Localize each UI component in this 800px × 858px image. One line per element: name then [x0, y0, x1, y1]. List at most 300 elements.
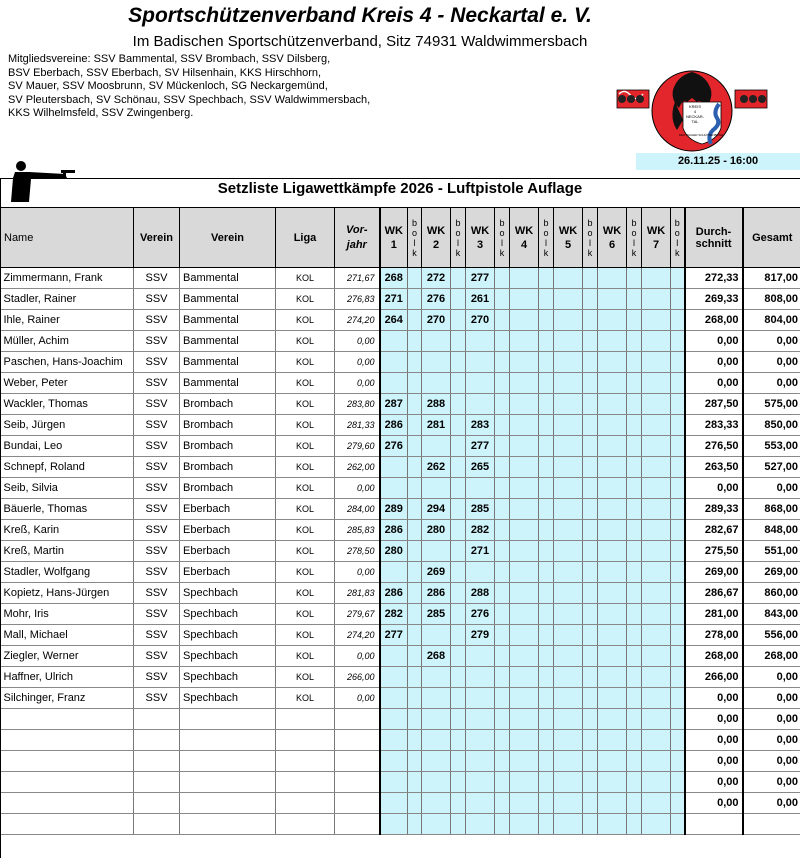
cell-bolk-4 — [539, 793, 554, 814]
cell-wk-4 — [510, 436, 539, 457]
cell-bolk-7 — [671, 310, 685, 331]
date-stamp: 26.11.25 - 16:00 — [636, 153, 800, 170]
cell-liga: KOL — [276, 352, 335, 373]
table-row — [1, 457, 800, 478]
cell-gesamt: 551,00 — [743, 541, 800, 562]
cell-gesamt: 0,00 — [743, 751, 800, 772]
header-text: WK — [471, 225, 489, 237]
cell-verein: Eberbach — [180, 541, 276, 562]
cell-gesamt: 817,00 — [743, 268, 800, 289]
cell-wk-6 — [598, 814, 627, 835]
cell-wk-1: 289 — [380, 499, 408, 520]
cell-vorjahr: 283,80 — [335, 394, 380, 415]
cell-bolk-1 — [408, 751, 422, 772]
cell-gesamt: 269,00 — [743, 562, 800, 583]
cell-name — [1, 772, 134, 793]
cell-vorjahr: 0,00 — [335, 646, 380, 667]
header-text: o — [412, 228, 417, 238]
header-vorjahr — [335, 208, 380, 268]
cell-wk-2 — [422, 814, 451, 835]
cell-wk-4 — [510, 709, 539, 730]
cell-wk-3: 277 — [466, 436, 495, 457]
cell-verein-short: SSV — [134, 289, 180, 310]
cell-wk-7 — [642, 394, 671, 415]
member-clubs-line: BSV Eberbach, SSV Eberbach, SV Hilsenhain, KKS Hirschhorn, — [8, 67, 370, 81]
cell-wk-5 — [554, 604, 583, 625]
cell-bolk-3 — [495, 436, 510, 457]
cell-bolk-3 — [495, 394, 510, 415]
cell-vorjahr — [335, 793, 380, 814]
cell-wk-2 — [422, 478, 451, 499]
cell-wk-6 — [598, 331, 627, 352]
cell-liga: KOL — [276, 541, 335, 562]
cell-wk-7 — [642, 625, 671, 646]
cell-wk-6 — [598, 352, 627, 373]
cell-wk-4 — [510, 331, 539, 352]
cell-name: Haffner, Ulrich — [1, 667, 134, 688]
header-name: Name — [1, 208, 134, 268]
table-row — [1, 625, 800, 646]
cell-bolk-6 — [627, 373, 642, 394]
cell-wk-1: 280 — [380, 541, 408, 562]
cell-bolk-4 — [539, 352, 554, 373]
header-text: b — [675, 218, 680, 228]
cell-durchschnitt: 278,00 — [685, 625, 743, 646]
header-text: Durch- — [696, 226, 731, 238]
header-bolk-3 — [495, 208, 510, 268]
header-text: b — [587, 218, 592, 228]
cell-vorjahr: 262,00 — [335, 457, 380, 478]
cell-bolk-5 — [583, 688, 598, 709]
table-row — [1, 499, 800, 520]
cell-vorjahr: 274,20 — [335, 625, 380, 646]
cell-bolk-3 — [495, 583, 510, 604]
cell-bolk-7 — [671, 583, 685, 604]
cell-wk-3: 279 — [466, 625, 495, 646]
cell-liga: KOL — [276, 394, 335, 415]
cell-wk-5 — [554, 373, 583, 394]
cell-wk-6 — [598, 751, 627, 772]
cell-durchschnitt: 266,00 — [685, 667, 743, 688]
cell-bolk-1 — [408, 331, 422, 352]
cell-bolk-3 — [495, 310, 510, 331]
cell-wk-7 — [642, 331, 671, 352]
cell-bolk-1 — [408, 688, 422, 709]
cell-wk-1 — [380, 331, 408, 352]
cell-name: Seib, Jürgen — [1, 415, 134, 436]
cell-wk-5 — [554, 457, 583, 478]
logo-text-3: NECKAR- — [686, 114, 705, 119]
cell-gesamt: 868,00 — [743, 499, 800, 520]
cell-wk-4 — [510, 646, 539, 667]
cell-wk-7 — [642, 604, 671, 625]
page-title: Sportschützenverband Kreis 4 - Neckartal e. V. — [0, 4, 720, 28]
table-row — [1, 709, 800, 730]
cell-bolk-4 — [539, 541, 554, 562]
header-text: l — [676, 238, 678, 248]
cell-verein: Brombach — [180, 394, 276, 415]
header-text: WK — [603, 225, 621, 237]
table-row — [1, 814, 800, 835]
cell-name: Wackler, Thomas — [1, 394, 134, 415]
cell-gesamt: 0,00 — [743, 730, 800, 751]
cell-verein-short: SSV — [134, 604, 180, 625]
cell-wk-3 — [466, 478, 495, 499]
cell-wk-6 — [598, 730, 627, 751]
cell-liga: KOL — [276, 625, 335, 646]
cell-wk-7 — [642, 268, 671, 289]
table-row — [1, 562, 800, 583]
cell-bolk-7 — [671, 751, 685, 772]
cell-gesamt: 0,00 — [743, 793, 800, 814]
cell-wk-6 — [598, 604, 627, 625]
cell-wk-3: 277 — [466, 268, 495, 289]
cell-bolk-2 — [451, 625, 466, 646]
cell-bolk-2 — [451, 352, 466, 373]
cell-gesamt: 848,00 — [743, 520, 800, 541]
cell-liga: KOL — [276, 562, 335, 583]
cell-liga: KOL — [276, 478, 335, 499]
cell-bolk-3 — [495, 520, 510, 541]
table-row — [1, 352, 800, 373]
cell-durchschnitt: 0,00 — [685, 373, 743, 394]
cell-wk-7 — [642, 646, 671, 667]
cell-bolk-2 — [451, 310, 466, 331]
cell-wk-4 — [510, 562, 539, 583]
cell-wk-7 — [642, 373, 671, 394]
cell-verein-short: SSV — [134, 268, 180, 289]
cell-wk-2 — [422, 772, 451, 793]
cell-bolk-6 — [627, 352, 642, 373]
header-text: l — [589, 238, 591, 248]
cell-name: Stadler, Wolfgang — [1, 562, 134, 583]
page-subtitle: Im Badischen Sportschützenverband, Sitz 74931 Waldwimmersbach — [0, 33, 720, 50]
cell-bolk-3 — [495, 289, 510, 310]
cell-bolk-2 — [451, 709, 466, 730]
cell-wk-1 — [380, 730, 408, 751]
cell-bolk-1 — [408, 772, 422, 793]
cell-gesamt: 850,00 — [743, 415, 800, 436]
cell-bolk-6 — [627, 793, 642, 814]
cell-bolk-7 — [671, 709, 685, 730]
cell-liga — [276, 814, 335, 835]
cell-wk-7 — [642, 814, 671, 835]
cell-bolk-7 — [671, 793, 685, 814]
cell-vorjahr — [335, 814, 380, 835]
cell-durchschnitt: 276,50 — [685, 436, 743, 457]
cell-gesamt: 804,00 — [743, 310, 800, 331]
cell-name: Silchinger, Franz — [1, 688, 134, 709]
cell-durchschnitt: 0,00 — [685, 688, 743, 709]
cell-wk-5 — [554, 772, 583, 793]
cell-liga: KOL — [276, 310, 335, 331]
cell-wk-6 — [598, 289, 627, 310]
cell-gesamt: 575,00 — [743, 394, 800, 415]
cell-wk-2 — [422, 667, 451, 688]
cell-name: Ziegler, Werner — [1, 646, 134, 667]
cell-wk-1 — [380, 352, 408, 373]
cell-wk-7 — [642, 709, 671, 730]
cell-wk-6 — [598, 688, 627, 709]
table-row — [1, 646, 800, 667]
cell-wk-2: 269 — [422, 562, 451, 583]
cell-durchschnitt: 0,00 — [685, 793, 743, 814]
cell-wk-6 — [598, 394, 627, 415]
standings-table — [0, 207, 800, 835]
cell-durchschnitt: 272,33 — [685, 268, 743, 289]
cell-wk-6 — [598, 373, 627, 394]
cell-wk-2: 285 — [422, 604, 451, 625]
cell-bolk-5 — [583, 478, 598, 499]
cell-bolk-1 — [408, 289, 422, 310]
cell-liga: KOL — [276, 373, 335, 394]
cell-bolk-5 — [583, 520, 598, 541]
header-text: Vor- — [346, 224, 368, 236]
cell-wk-3: 276 — [466, 604, 495, 625]
cell-wk-5 — [554, 415, 583, 436]
cell-wk-4 — [510, 688, 539, 709]
cell-wk-2: 288 — [422, 394, 451, 415]
cell-bolk-6 — [627, 331, 642, 352]
cell-bolk-7 — [671, 394, 685, 415]
header-text: 2 — [433, 239, 439, 251]
cell-gesamt — [743, 814, 800, 835]
cell-gesamt: 0,00 — [743, 331, 800, 352]
header-text: b — [631, 218, 636, 228]
cell-bolk-4 — [539, 814, 554, 835]
cell-bolk-5 — [583, 541, 598, 562]
cell-wk-1: 286 — [380, 583, 408, 604]
cell-wk-1: 271 — [380, 289, 408, 310]
cell-bolk-6 — [627, 289, 642, 310]
cell-verein: Spechbach — [180, 646, 276, 667]
cell-verein-short: SSV — [134, 625, 180, 646]
cell-bolk-6 — [627, 625, 642, 646]
cell-bolk-4 — [539, 478, 554, 499]
header-text: l — [545, 238, 547, 248]
cell-verein — [180, 709, 276, 730]
cell-wk-1 — [380, 373, 408, 394]
cell-bolk-4 — [539, 772, 554, 793]
table-row — [1, 331, 800, 352]
cell-wk-7 — [642, 352, 671, 373]
cell-name: Kreß, Martin — [1, 541, 134, 562]
cell-bolk-7 — [671, 415, 685, 436]
cell-verein-short: SSV — [134, 562, 180, 583]
cell-durchschnitt: 0,00 — [685, 730, 743, 751]
cell-bolk-2 — [451, 814, 466, 835]
cell-wk-4 — [510, 520, 539, 541]
cell-wk-1: 264 — [380, 310, 408, 331]
cell-wk-3: 288 — [466, 583, 495, 604]
header-text: WK — [559, 225, 577, 237]
logo-text-4: TAL — [691, 119, 699, 124]
cell-vorjahr: 0,00 — [335, 562, 380, 583]
header-text: l — [633, 238, 635, 248]
cell-durchschnitt: 269,00 — [685, 562, 743, 583]
cell-bolk-4 — [539, 289, 554, 310]
cell-bolk-3 — [495, 709, 510, 730]
cell-bolk-1 — [408, 562, 422, 583]
cell-bolk-5 — [583, 793, 598, 814]
cell-wk-7 — [642, 478, 671, 499]
cell-bolk-7 — [671, 814, 685, 835]
cell-wk-3 — [466, 730, 495, 751]
header-text: k — [500, 248, 505, 258]
cell-wk-7 — [642, 730, 671, 751]
cell-verein: Bammental — [180, 331, 276, 352]
cell-wk-3: 270 — [466, 310, 495, 331]
cell-wk-3 — [466, 688, 495, 709]
cell-bolk-5 — [583, 772, 598, 793]
cell-verein: Bammental — [180, 310, 276, 331]
cell-gesamt: 0,00 — [743, 667, 800, 688]
cell-wk-5 — [554, 814, 583, 835]
cell-name: Seib, Silvia — [1, 478, 134, 499]
cell-bolk-2 — [451, 793, 466, 814]
header-bolk-6 — [627, 208, 642, 268]
cell-wk-2: 262 — [422, 457, 451, 478]
cell-wk-4 — [510, 541, 539, 562]
cell-wk-5 — [554, 352, 583, 373]
header-wk-1 — [380, 208, 408, 268]
cell-wk-2 — [422, 793, 451, 814]
header-text: o — [499, 228, 504, 238]
cell-wk-1 — [380, 772, 408, 793]
cell-bolk-7 — [671, 457, 685, 478]
cell-bolk-1 — [408, 541, 422, 562]
cell-name: Bäuerle, Thomas — [1, 499, 134, 520]
table-row — [1, 373, 800, 394]
cell-bolk-5 — [583, 331, 598, 352]
cell-wk-1: 287 — [380, 394, 408, 415]
cell-verein: Bammental — [180, 268, 276, 289]
cell-bolk-3 — [495, 793, 510, 814]
cell-verein-short — [134, 751, 180, 772]
cell-wk-4 — [510, 667, 539, 688]
cell-bolk-1 — [408, 793, 422, 814]
header-text: b — [455, 218, 460, 228]
cell-verein: Spechbach — [180, 604, 276, 625]
logo-banner: DEUTSCHER SCHÜTZENBUND — [679, 133, 724, 137]
header-text: 5 — [565, 239, 571, 251]
cell-verein: Spechbach — [180, 688, 276, 709]
cell-wk-2: 268 — [422, 646, 451, 667]
cell-liga: KOL — [276, 436, 335, 457]
cell-wk-4 — [510, 814, 539, 835]
cell-wk-4 — [510, 751, 539, 772]
cell-wk-4 — [510, 289, 539, 310]
cell-bolk-6 — [627, 394, 642, 415]
cell-bolk-2 — [451, 667, 466, 688]
header-text: 7 — [653, 239, 659, 251]
cell-wk-7 — [642, 520, 671, 541]
cell-vorjahr: 281,83 — [335, 583, 380, 604]
cell-bolk-5 — [583, 436, 598, 457]
cell-wk-6 — [598, 310, 627, 331]
member-clubs — [8, 53, 370, 121]
header-text: schnitt — [695, 238, 731, 250]
cell-bolk-3 — [495, 499, 510, 520]
cell-bolk-3 — [495, 457, 510, 478]
header-text: WK — [427, 225, 445, 237]
header-text: o — [587, 228, 592, 238]
cell-gesamt: 0,00 — [743, 352, 800, 373]
cell-vorjahr: 281,33 — [335, 415, 380, 436]
cell-wk-3: 282 — [466, 520, 495, 541]
cell-wk-4 — [510, 394, 539, 415]
cell-wk-4 — [510, 268, 539, 289]
header-verein-short: Verein — [134, 208, 180, 268]
header-text: k — [675, 248, 680, 258]
header-text: o — [631, 228, 636, 238]
cell-vorjahr — [335, 772, 380, 793]
cell-wk-5 — [554, 268, 583, 289]
cell-wk-7 — [642, 499, 671, 520]
header-wk-2 — [422, 208, 451, 268]
cell-wk-4 — [510, 730, 539, 751]
cell-bolk-3 — [495, 352, 510, 373]
cell-wk-6 — [598, 562, 627, 583]
table-row — [1, 289, 800, 310]
cell-durchschnitt: 289,33 — [685, 499, 743, 520]
cell-wk-7 — [642, 793, 671, 814]
cell-verein: Eberbach — [180, 562, 276, 583]
cell-verein — [180, 751, 276, 772]
cell-bolk-5 — [583, 562, 598, 583]
cell-bolk-6 — [627, 730, 642, 751]
header-text: 3 — [477, 239, 483, 251]
cell-bolk-7 — [671, 373, 685, 394]
cell-bolk-6 — [627, 667, 642, 688]
cell-bolk-6 — [627, 310, 642, 331]
member-clubs-line: SV Pleutersbach, SV Schönau, SSV Spechbach, SSV Waldwimmersbach, — [8, 94, 370, 108]
cell-vorjahr — [335, 730, 380, 751]
cell-bolk-5 — [583, 457, 598, 478]
cell-bolk-4 — [539, 604, 554, 625]
cell-verein: Brombach — [180, 436, 276, 457]
cell-bolk-6 — [627, 436, 642, 457]
cell-bolk-6 — [627, 457, 642, 478]
cell-durchschnitt: 0,00 — [685, 352, 743, 373]
cell-wk-1: 276 — [380, 436, 408, 457]
cell-name — [1, 751, 134, 772]
cell-wk-4 — [510, 583, 539, 604]
cell-bolk-1 — [408, 499, 422, 520]
cell-bolk-4 — [539, 457, 554, 478]
cell-wk-5 — [554, 709, 583, 730]
cell-bolk-3 — [495, 604, 510, 625]
cell-wk-5 — [554, 688, 583, 709]
cell-name: Müller, Achim — [1, 331, 134, 352]
header-text: k — [544, 248, 549, 258]
cell-bolk-5 — [583, 625, 598, 646]
cell-wk-5 — [554, 793, 583, 814]
cell-bolk-3 — [495, 562, 510, 583]
cell-bolk-1 — [408, 394, 422, 415]
cell-liga: KOL — [276, 499, 335, 520]
cell-bolk-2 — [451, 646, 466, 667]
cell-bolk-7 — [671, 499, 685, 520]
cell-name: Paschen, Hans-Joachim — [1, 352, 134, 373]
cell-wk-6 — [598, 478, 627, 499]
cell-wk-3 — [466, 562, 495, 583]
cell-name — [1, 793, 134, 814]
header-text: k — [412, 248, 417, 258]
cell-bolk-1 — [408, 583, 422, 604]
cell-bolk-5 — [583, 268, 598, 289]
cell-durchschnitt: 0,00 — [685, 772, 743, 793]
